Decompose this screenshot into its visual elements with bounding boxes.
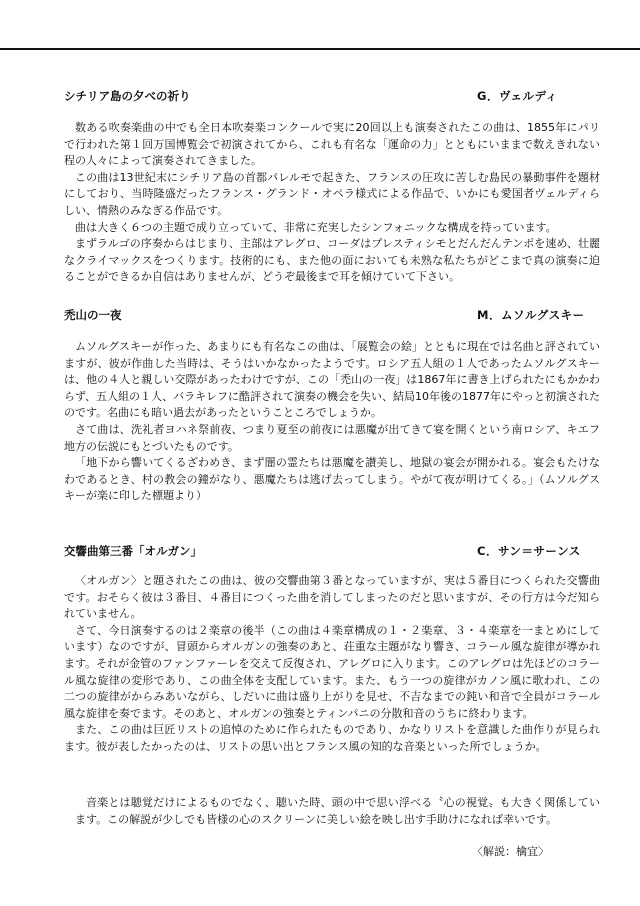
paragraph: さて曲は、洗礼者ヨハネ祭前夜、つまり夏至の前夜には悪魔が出てきて宴を開くという南ロシア、キエフ地方の伝説にもとづいたものです。 <box>64 422 600 453</box>
paragraph: この曲は13世紀末にシチリア島の首都パレルモで起きた、フランスの圧攻に苦しむ島民の暴動事件を題材にしており、当時隆盛だったフランス・グランド・オペラ様式による作品で、いかにも愛国者ヴェルディらしい、情熱のみなぎる作品です。 <box>64 170 600 217</box>
section-body <box>64 339 600 505</box>
section-title: 交響曲第三番「オルガン」 <box>64 544 202 558</box>
paragraph: 「地下から響いてくるざわめき、まず闇の霊たちは悪魔を讃美し、地獄の宴会が開かれる。宴会もたけなわであるとき、村の教会の鐘がなり、悪魔たちは逃げ去ってしまう。やがて夜が明けてくる。」（ムソルグスキーが楽に印した標題より） <box>64 456 600 503</box>
paragraph: まずラルゴの序奏からはじまり、主部はアレグロ、コーダはプレスティシモとだんだんテンポを速め、壮麗なクライマックスをつくります。技術的にも、また他の面においても未熟な私たちがどこまで真の演奏に迫ることができるか自信はありませんが、どうぞ最後まで耳を傾けていて下さい。 <box>64 237 600 284</box>
section-heading <box>64 543 600 561</box>
section-heading <box>64 307 600 325</box>
composer-name: G．ヴェルディ <box>477 89 558 103</box>
section-body <box>64 120 600 286</box>
section-title: 禿山の一夜 <box>64 308 122 322</box>
closing-paragraph: 音楽とは聴覚だけによるものでなく、聴いた時、頭の中で思い浮べる〝心の視覚〟も大きく関係しています。この解説が少しでも皆様の心のスクリーンに美しい絵を映し出す手助けになれば幸いです。 <box>75 796 600 826</box>
paragraph: さて、今日演奏するのは２楽章の後半（この曲は４楽章構成の１・２楽章、３・４楽章を一まとめにしています）なのですが、冒頭からオルガンの強奏のあと、荘重な主題がなり響き、コラール風な旋律が導かれます。それが金管のファンファーレを交えて反復され、アレグロに入ります。このアレグロは先ほどのコラール風な旋律の変形であり、この曲全体を支配しています。また、もう一つの旋律がカノン風に歌われ、この二つの旋律がからみあいながら、しだいに曲は盛り上がりを見せ、不吉なまでの鈍い和音で全員がコラール風な旋律を奏でます。そのあと、オルガンの強奏とティンパニの分散和音のうちに終わります。 <box>64 623 600 720</box>
section-body <box>64 573 600 756</box>
paragraph: 〈オルガン〉と題されたこの曲は、彼の交響曲第３番となっていますが、実は５番目につくられた交響曲です。おそらく彼は３番目、４番目につくった曲を消してしまったのだと思いますが、その行方は今だ知られていません。 <box>64 574 600 621</box>
composer-name: M．ムソルグスキー <box>477 308 585 322</box>
paragraph: 数ある吹奏楽曲の中でも全日本吹奏楽コンクールで実に20回以上も演奏されたこの曲は、1855年にパリで行われた第１回万国博覧会で初演されてから、これも有名な「運命の力」とともにいままで数えきれない程の人々によって演奏されてきました。 <box>64 121 600 168</box>
paragraph: 曲は大きく６つの主題で成り立っていて、非常に充実したシンフォニックな構成を持っています。 <box>75 220 557 234</box>
commentary-credit: 〈解説：檎宜〉 <box>472 845 549 858</box>
paragraph: ムソルグスキーが作った、あまりにも有名なこの曲は、「展覧会の絵」とともに現在では名曲と評されていますが、彼が作曲した当時は、そうはいかなかったようです。ロシア五人組の１人であったムソルグスキーは、他の４人と親しい交際があったわけですが、この「禿山の一夜」は1867年に書き上げられたにもかかわらず、五人組の１人、バラキレフに酷評されて演奏の機会を失い、結局10年後の1877年にやっと初演されたのです。名曲にも暗い過去があったということころでしょうか。 <box>64 340 600 420</box>
closing-note <box>64 795 600 828</box>
section-title: シチリア島の夕べの祈り <box>64 89 191 103</box>
composer-name: C．サン＝サーンス <box>477 544 581 558</box>
paragraph: また、この曲は巨匠リストの追悼のために作られたものであり、かなりリストを意識した曲作りが見られます。彼が表したかったのは、リストの思い出とフランス風の知的な音楽といった所でしょうか。 <box>64 723 600 753</box>
top-rule <box>0 48 640 50</box>
section-heading <box>64 88 600 106</box>
